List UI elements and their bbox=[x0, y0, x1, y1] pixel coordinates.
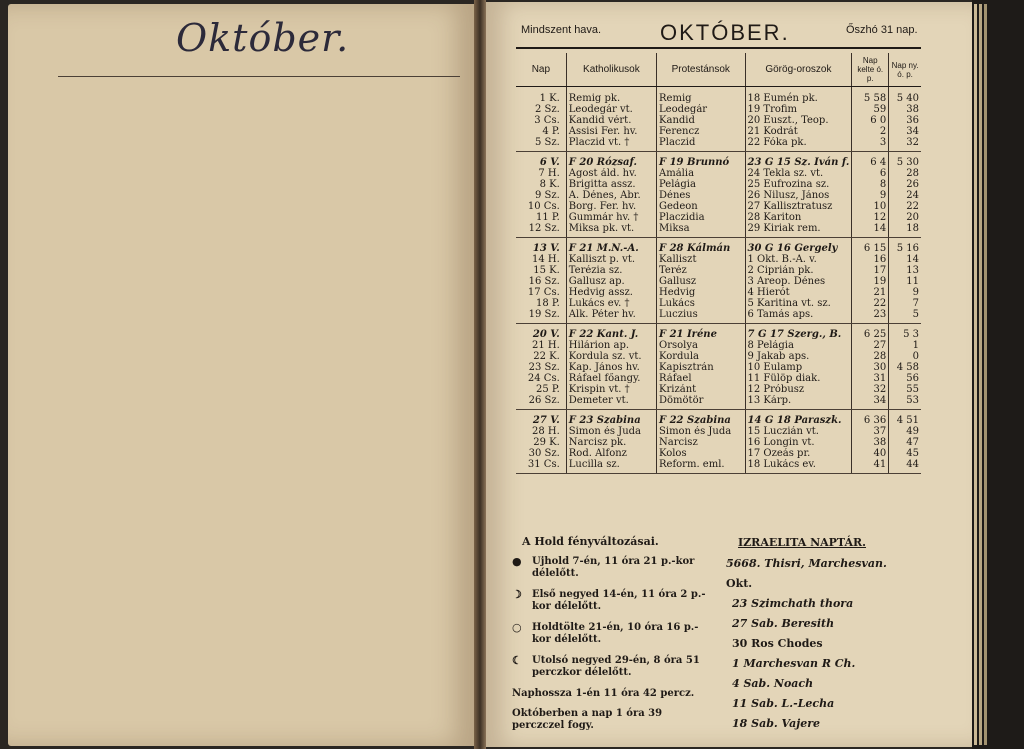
gorog-cell: 1 Okt. B.-A. v. bbox=[745, 254, 852, 265]
moon-phase-icon: ○ bbox=[512, 621, 522, 634]
left-page bbox=[8, 4, 474, 746]
day-cell: 9 Sz. bbox=[534, 190, 560, 201]
protestans-cell: Simon és Juda bbox=[657, 426, 745, 437]
table-row bbox=[516, 384, 921, 395]
col-gorog-oroszok: Görög-oroszok bbox=[745, 53, 852, 87]
moon-phase-text: Holdtölte 21-én, 10 óra 16 p.-kor délelőtt. bbox=[532, 622, 699, 645]
table-row bbox=[516, 426, 921, 437]
napkelte-cell: 6 25 bbox=[852, 324, 889, 341]
napkelte-cell: 38 bbox=[852, 437, 889, 448]
protestans-cell: Kapisztrán bbox=[657, 362, 745, 373]
katholikus-cell: Miksa pk. vt. bbox=[566, 223, 656, 238]
gorog-cell: 10 Eulamp bbox=[745, 362, 852, 373]
gorog-cell: 30 G 16 Gergely bbox=[745, 238, 852, 255]
napnyugta-cell: 18 bbox=[889, 223, 921, 238]
day-cell: 21 H. bbox=[531, 340, 560, 351]
protestans-cell: Amália bbox=[657, 168, 745, 179]
napkelte-cell: 34 bbox=[852, 395, 889, 410]
napkelte-cell: 8 bbox=[852, 179, 889, 190]
day-cell: 6 V. bbox=[516, 152, 566, 169]
napkelte-cell: 31 bbox=[852, 373, 889, 384]
protestans-cell: Ferencz bbox=[657, 126, 745, 137]
gorog-cell: 23 G 15 Sz. Iván f. bbox=[745, 152, 852, 169]
napnyugta-cell: 4 51 bbox=[889, 410, 921, 427]
napnyugta-cell: 44 bbox=[889, 459, 921, 474]
protestans-cell: Ráfael bbox=[657, 373, 745, 384]
table-row bbox=[516, 87, 921, 105]
table-row bbox=[516, 351, 921, 362]
katholikus-cell: F 20 Rózsaf. bbox=[566, 152, 656, 169]
napnyugta-cell: 53 bbox=[889, 395, 921, 410]
moon-phase-item bbox=[512, 589, 708, 613]
protestans-cell: F 22 Szabina bbox=[657, 410, 745, 427]
protestans-cell: Dömötör bbox=[657, 395, 745, 410]
katholikus-cell: Placzid vt. † bbox=[566, 137, 656, 152]
napnyugta-cell: 4 58 bbox=[889, 362, 921, 373]
gorog-cell: 28 Kariton bbox=[745, 212, 852, 223]
table-row bbox=[516, 238, 921, 255]
napkelte-cell: 16 bbox=[852, 254, 889, 265]
day-cell: 28 H. bbox=[531, 426, 560, 437]
table-header bbox=[516, 53, 921, 87]
day-length: Naphossza 1-én 11 óra 42 percz. bbox=[512, 688, 695, 699]
gorog-cell: 8 Pelágia bbox=[745, 340, 852, 351]
protestans-cell: F 28 Kálmán bbox=[657, 238, 745, 255]
protestans-cell: Lukács bbox=[657, 298, 745, 309]
protestans-cell: Gedeon bbox=[657, 201, 745, 212]
napkelte-cell: 21 bbox=[852, 287, 889, 298]
napkelte-cell: 5 58 bbox=[852, 87, 889, 105]
napnyugta-cell: 55 bbox=[889, 384, 921, 395]
napnyugta-cell: 38 bbox=[889, 104, 921, 115]
napkelte-cell: 6 4 bbox=[852, 152, 889, 169]
day-cell: 17 Cs. bbox=[527, 287, 560, 298]
napnyugta-cell: 5 16 bbox=[889, 238, 921, 255]
napkelte-cell: 41 bbox=[852, 459, 889, 474]
gorog-cell: 4 Hierót bbox=[745, 287, 852, 298]
table-row bbox=[516, 115, 921, 126]
napkelte-cell: 3 bbox=[852, 137, 889, 152]
katholikus-cell: A. Dénes, Ábr. bbox=[566, 190, 656, 201]
moon-phase-text: Első negyed 14-én, 11 óra 2 p.-kor délelőtt. bbox=[532, 589, 706, 612]
napnyugta-cell: 49 bbox=[889, 426, 921, 437]
day-cell: 29 K. bbox=[533, 437, 560, 448]
protestans-cell: Narcisz bbox=[657, 437, 745, 448]
table-row bbox=[516, 287, 921, 298]
napnyugta-cell: 5 40 bbox=[889, 87, 921, 105]
gorog-cell: 9 Jakab aps. bbox=[745, 351, 852, 362]
day-cell: 19 Sz. bbox=[516, 309, 566, 324]
book-gutter bbox=[474, 0, 486, 749]
israelite-calendar bbox=[726, 536, 922, 737]
katholikus-cell: Lukács ev. † bbox=[566, 298, 656, 309]
table-row bbox=[516, 190, 921, 201]
gorog-cell: 14 G 18 Paraszk. bbox=[745, 410, 852, 427]
day-cell: 10 Cs. bbox=[527, 201, 560, 212]
calendar-table bbox=[516, 53, 921, 474]
napkelte-cell: 6 0 bbox=[852, 115, 889, 126]
gorog-cell: 18 Lukács ev. bbox=[745, 459, 852, 474]
napkelte-cell: 6 bbox=[852, 168, 889, 179]
katholikus-cell: Alk. Péter hv. bbox=[566, 309, 656, 324]
day-cell: 4 P. bbox=[542, 126, 560, 137]
col-nap-nyugta: Nap ny. ó. p. bbox=[889, 53, 921, 87]
gorog-cell: 18 Eumén pk. bbox=[745, 87, 852, 105]
gorog-cell: 20 Euszt., Teop. bbox=[745, 115, 852, 126]
napkelte-cell: 30 bbox=[852, 362, 889, 373]
day-cell: 16 Sz. bbox=[528, 276, 560, 287]
gorog-cell: 11 Fülöp diak. bbox=[745, 373, 852, 384]
moon-phase-item bbox=[512, 622, 708, 646]
moon-title: A Hold fényváltozásai. bbox=[522, 535, 659, 548]
katholikus-cell: Kap. János hv. bbox=[566, 362, 656, 373]
gorog-cell: 26 Nilusz, János bbox=[745, 190, 852, 201]
table-row bbox=[516, 212, 921, 223]
napkelte-cell: 22 bbox=[852, 298, 889, 309]
protestans-cell: Pelágia bbox=[657, 179, 745, 190]
moon-phases-section bbox=[512, 536, 708, 740]
katholikus-cell: Kordula sz. vt. bbox=[566, 351, 656, 362]
moon-phase-item bbox=[512, 556, 708, 580]
protestans-cell: Kordula bbox=[657, 351, 745, 362]
napkelte-cell: 28 bbox=[852, 351, 889, 362]
napkelte-cell: 17 bbox=[852, 265, 889, 276]
protestans-cell: Luczius bbox=[657, 309, 745, 324]
katholikus-cell: Demeter vt. bbox=[566, 395, 656, 410]
table-row bbox=[516, 324, 921, 341]
moon-phase-list bbox=[512, 556, 708, 679]
napnyugta-cell: 34 bbox=[889, 126, 921, 137]
napnyugta-cell: 11 bbox=[889, 276, 921, 287]
napnyugta-cell: 5 bbox=[889, 309, 921, 324]
day-decrease: Októberben a nap 1 óra 39 perczczel fogy. bbox=[512, 708, 663, 731]
katholikus-cell: Hedvig assz. bbox=[566, 287, 656, 298]
katholikus-cell: Simon és Juda bbox=[566, 426, 656, 437]
gorog-cell: 6 Tamás aps. bbox=[745, 309, 852, 324]
gorog-cell: 29 Kiriak rem. bbox=[745, 223, 852, 238]
table-row bbox=[516, 362, 921, 373]
col-nap-kelte: Nap kelte ó. p. bbox=[852, 53, 889, 87]
napkelte-cell: 14 bbox=[852, 223, 889, 238]
calendar-body bbox=[516, 87, 921, 474]
israelite-entry: 18 Sab. Vajere bbox=[732, 717, 820, 730]
table-row bbox=[516, 223, 921, 238]
left-page-rule bbox=[58, 76, 460, 77]
month-subtitle: Mindszent hava. bbox=[521, 24, 602, 36]
katholikus-cell: Borg. Fer. hv. bbox=[566, 201, 656, 212]
gorog-cell: 17 Ozeás pr. bbox=[745, 448, 852, 459]
israelite-entry: 11 Sab. L.-Lecha bbox=[732, 697, 835, 710]
katholikus-cell: Gallusz ap. bbox=[566, 276, 656, 287]
protestans-cell: Placzidia bbox=[657, 212, 745, 223]
gorog-cell: 2 Ciprián pk. bbox=[745, 265, 852, 276]
day-cell: 26 Sz. bbox=[516, 395, 566, 410]
table-row bbox=[516, 298, 921, 309]
day-cell: 18 P. bbox=[535, 298, 560, 309]
napnyugta-cell: 28 bbox=[889, 168, 921, 179]
table-row bbox=[516, 309, 921, 324]
napnyugta-cell: 56 bbox=[889, 373, 921, 384]
katholikus-cell: Gummár hv. † bbox=[566, 212, 656, 223]
table-row bbox=[516, 395, 921, 410]
protestans-cell: Reform. eml. bbox=[657, 459, 745, 474]
napkelte-cell: 27 bbox=[852, 340, 889, 351]
napnyugta-cell: 20 bbox=[889, 212, 921, 223]
napkelte-cell: 40 bbox=[852, 448, 889, 459]
israelite-entry: Okt. bbox=[726, 577, 753, 590]
table-row bbox=[516, 276, 921, 287]
col-katholikusok: Katholikusok bbox=[566, 53, 656, 87]
protestans-cell: Kalliszt bbox=[657, 254, 745, 265]
katholikus-cell: Ráfael főangy. bbox=[566, 373, 656, 384]
katholikus-cell: Kandid vért. bbox=[566, 115, 656, 126]
protestans-cell: Orsolya bbox=[657, 340, 745, 351]
katholikus-cell: Brigitta assz. bbox=[566, 179, 656, 190]
col-protestansok: Protestánsok bbox=[657, 53, 745, 87]
header-rule bbox=[516, 47, 921, 49]
katholikus-cell: F 21 M.N.-A. bbox=[566, 238, 656, 255]
day-cell: 2 Sz. bbox=[534, 104, 560, 115]
protestans-cell: Miksa bbox=[657, 223, 745, 238]
napnyugta-cell: 22 bbox=[889, 201, 921, 212]
katholikus-cell: F 22 Kant. J. bbox=[566, 324, 656, 341]
israelite-entry: 4 Sab. Noach bbox=[732, 677, 814, 690]
katholikus-cell: Terézia sz. bbox=[566, 265, 656, 276]
day-cell: 8 K. bbox=[539, 179, 560, 190]
israelite-entry: 27 Sab. Beresith bbox=[732, 617, 835, 630]
protestans-cell: Remig bbox=[657, 87, 745, 105]
napnyugta-cell: 1 bbox=[889, 340, 921, 351]
israelite-list bbox=[726, 557, 922, 730]
day-cell: 15 K. bbox=[533, 265, 560, 276]
gorog-cell: 15 Luczián vt. bbox=[745, 426, 852, 437]
protestans-cell: Placzid bbox=[657, 137, 745, 152]
katholikus-cell: Assisi Fer. hv. bbox=[566, 126, 656, 137]
gorog-cell: 12 Próbusz bbox=[745, 384, 852, 395]
moon-phase-icon: ● bbox=[512, 555, 522, 568]
protestans-cell: F 19 Brunnó bbox=[657, 152, 745, 169]
israelite-title: IZRAELITA NAPTÁR. bbox=[738, 536, 867, 549]
table-row bbox=[516, 448, 921, 459]
gorog-cell: 5 Karitina vt. sz. bbox=[745, 298, 852, 309]
napkelte-cell: 6 15 bbox=[852, 238, 889, 255]
gorog-cell: 3 Areop. Dénes bbox=[745, 276, 852, 287]
protestans-cell: Kolos bbox=[657, 448, 745, 459]
day-cell: 14 H. bbox=[531, 254, 560, 265]
gorog-cell: 21 Kodrát bbox=[745, 126, 852, 137]
napnyugta-cell: 13 bbox=[889, 265, 921, 276]
moon-phase-text: Utolsó negyed 29-én, 8 óra 51 perczkor délelőtt. bbox=[532, 655, 700, 678]
protestans-cell: Teréz bbox=[657, 265, 745, 276]
day-cell: 30 Sz. bbox=[528, 448, 560, 459]
day-cell: 20 V. bbox=[516, 324, 566, 341]
katholikus-cell: Narcisz pk. bbox=[566, 437, 656, 448]
page-edge bbox=[972, 0, 1024, 749]
napnyugta-cell: 32 bbox=[889, 137, 921, 152]
napkelte-cell: 6 36 bbox=[852, 410, 889, 427]
napnyugta-cell: 9 bbox=[889, 287, 921, 298]
gorog-cell: 16 Longin vt. bbox=[745, 437, 852, 448]
table-row bbox=[516, 152, 921, 169]
moon-phase-item bbox=[512, 655, 708, 679]
napkelte-cell: 10 bbox=[852, 201, 889, 212]
day-cell: 11 P. bbox=[535, 212, 560, 223]
gorog-cell: 13 Kárp. bbox=[745, 395, 852, 410]
napnyugta-cell: 0 bbox=[889, 351, 921, 362]
napnyugta-cell: 7 bbox=[889, 298, 921, 309]
napnyugta-cell: 36 bbox=[889, 115, 921, 126]
moon-phase-icon: ☾ bbox=[512, 654, 522, 667]
table-row bbox=[516, 410, 921, 427]
month-days: Őszhó 31 nap. bbox=[846, 24, 918, 36]
napkelte-cell: 2 bbox=[852, 126, 889, 137]
protestans-cell: Krizánt bbox=[657, 384, 745, 395]
table-row bbox=[516, 254, 921, 265]
gorog-cell: 24 Tekla sz. vt. bbox=[745, 168, 852, 179]
napkelte-cell: 23 bbox=[852, 309, 889, 324]
napnyugta-cell: 5 30 bbox=[889, 152, 921, 169]
day-cell: 7 H. bbox=[538, 168, 560, 179]
katholikus-cell: F 23 Szabina bbox=[566, 410, 656, 427]
table-row bbox=[516, 340, 921, 351]
day-cell: 27 V. bbox=[516, 410, 566, 427]
napnyugta-cell: 47 bbox=[889, 437, 921, 448]
table-row bbox=[516, 137, 921, 152]
day-cell: 12 Sz. bbox=[516, 223, 566, 238]
israelite-entry: 23 Szimchath thora bbox=[732, 597, 854, 610]
day-cell: 31 Cs. bbox=[516, 459, 566, 474]
protestans-cell: Hedvig bbox=[657, 287, 745, 298]
day-cell: 5 Sz. bbox=[516, 137, 566, 152]
day-cell: 24 Cs. bbox=[527, 373, 560, 384]
gorog-cell: 7 G 17 Szerg., B. bbox=[745, 324, 852, 341]
napnyugta-cell: 14 bbox=[889, 254, 921, 265]
day-cell: 13 V. bbox=[516, 238, 566, 255]
page-title: OKTÓBER. bbox=[660, 20, 790, 45]
protestans-cell: Leodegár bbox=[657, 104, 745, 115]
gorog-cell: 25 Eufrozina sz. bbox=[745, 179, 852, 190]
table-row bbox=[516, 104, 921, 115]
table-row bbox=[516, 459, 921, 474]
gorog-cell: 22 Fóka pk. bbox=[745, 137, 852, 152]
table-row bbox=[516, 437, 921, 448]
katholikus-cell: Hilárion ap. bbox=[566, 340, 656, 351]
protestans-cell: Kandid bbox=[657, 115, 745, 126]
katholikus-cell: Ágost áld. hv. bbox=[566, 168, 656, 179]
napnyugta-cell: 45 bbox=[889, 448, 921, 459]
table-row bbox=[516, 168, 921, 179]
table-row bbox=[516, 179, 921, 190]
napkelte-cell: 37 bbox=[852, 426, 889, 437]
day-cell: 22 K. bbox=[533, 351, 560, 362]
israelite-entry: 5668. Thisri, Marchesvan. bbox=[726, 557, 887, 570]
katholikus-cell: Rod. Alfonz bbox=[566, 448, 656, 459]
protestans-cell: Gallusz bbox=[657, 276, 745, 287]
katholikus-cell: Krispin vt. † bbox=[566, 384, 656, 395]
moon-phase-icon: ☽ bbox=[512, 588, 522, 601]
table-row bbox=[516, 126, 921, 137]
napkelte-cell: 32 bbox=[852, 384, 889, 395]
protestans-cell: F 21 Iréne bbox=[657, 324, 745, 341]
napnyugta-cell: 26 bbox=[889, 179, 921, 190]
katholikus-cell: Lucilla sz. bbox=[566, 459, 656, 474]
napkelte-cell: 12 bbox=[852, 212, 889, 223]
gorog-cell: 19 Trofim bbox=[745, 104, 852, 115]
day-cell: 25 P. bbox=[535, 384, 560, 395]
day-cell: 23 Sz. bbox=[528, 362, 560, 373]
katholikus-cell: Kalliszt p. vt. bbox=[566, 254, 656, 265]
napnyugta-cell: 5 3 bbox=[889, 324, 921, 341]
katholikus-cell: Leodegár vt. bbox=[566, 104, 656, 115]
table-row bbox=[516, 265, 921, 276]
israelite-entry: 30 Ros Chodes bbox=[732, 637, 823, 650]
day-cell: 3 Cs. bbox=[534, 115, 560, 126]
col-nap: Nap bbox=[516, 53, 566, 87]
napnyugta-cell: 24 bbox=[889, 190, 921, 201]
day-cell: 1 K. bbox=[539, 93, 560, 104]
israelite-entry: 1 Marchesvan R Ch. bbox=[732, 657, 856, 670]
table-row bbox=[516, 201, 921, 212]
napkelte-cell: 9 bbox=[852, 190, 889, 201]
protestans-cell: Dénes bbox=[657, 190, 745, 201]
gorog-cell: 27 Kallisztratusz bbox=[745, 201, 852, 212]
table-row bbox=[516, 373, 921, 384]
moon-phase-text: Ujhold 7-én, 11 óra 21 p.-kor délelőtt. bbox=[532, 556, 695, 579]
napkelte-cell: 59 bbox=[852, 104, 889, 115]
napkelte-cell: 19 bbox=[852, 276, 889, 287]
katholikus-cell: Remig pk. bbox=[566, 87, 656, 105]
handwritten-title: Október. bbox=[176, 16, 350, 60]
